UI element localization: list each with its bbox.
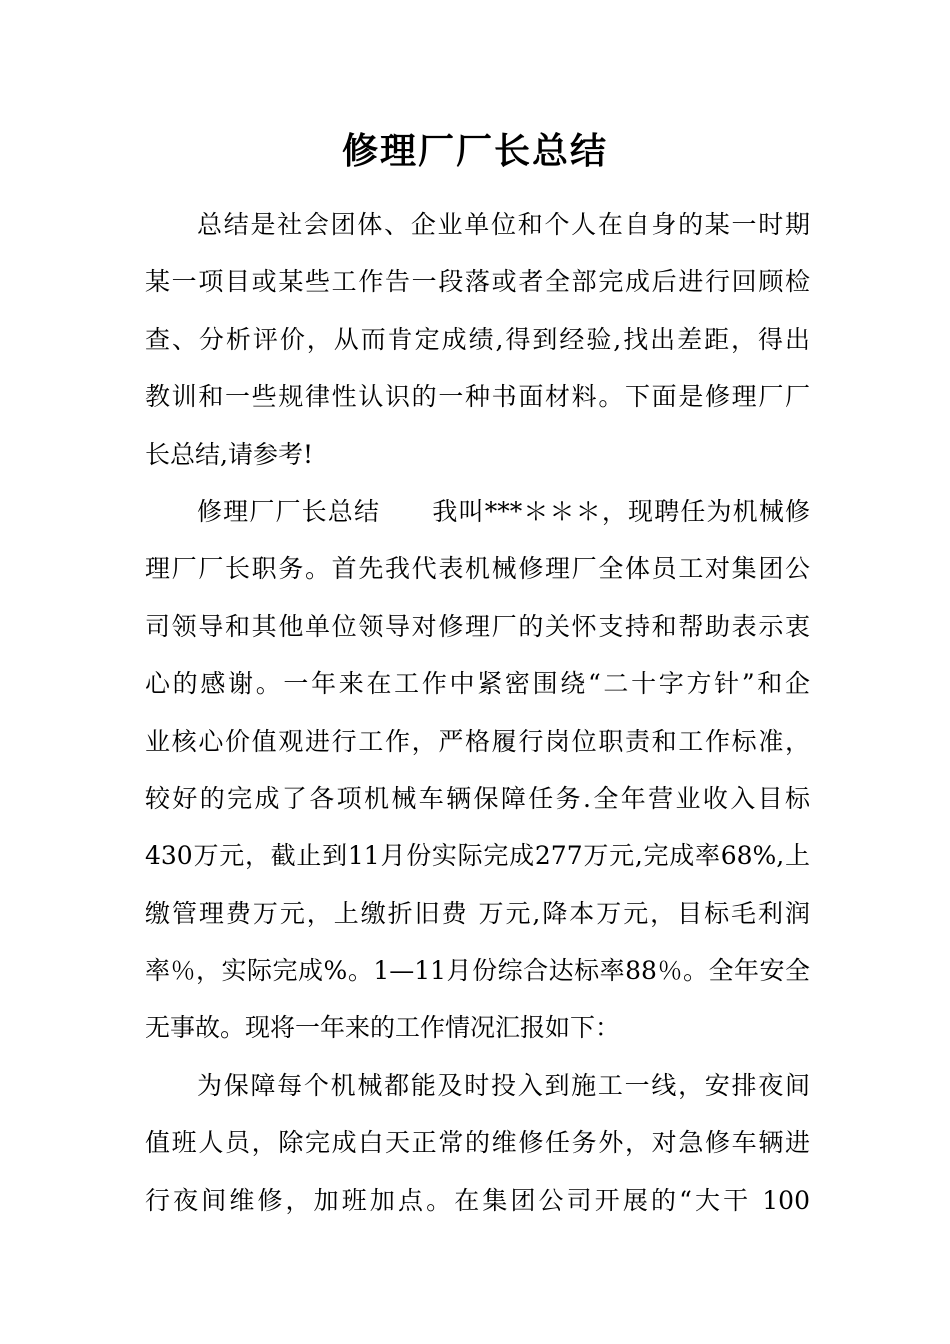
text-line: 理厂厂长职务。首先我代表机械修理厂全体员工对集团公: [145, 554, 810, 584]
text-line: 教训和一些规律性认识的一种书面材料。下面是修理厂厂: [145, 382, 810, 412]
text-line: 业核心价值观进行工作，严格履行岗位职责和工作标准，: [145, 726, 810, 756]
text-line: 查、分析评价，从而肯定成绩,得到经验,找出差距，得出: [145, 324, 810, 354]
text-line: 430万元，截止到11月份实际完成277万元,完成率68%,上: [145, 841, 810, 871]
text-line: 缴管理费万元，上缴折旧费 万元,降本万元，目标毛利润: [145, 898, 810, 928]
text-line: 心的感谢。一年来在工作中紧密围绕“二十字方针”和企: [145, 669, 810, 699]
text-line: 为保障每个机械都能及时投入到施工一线，安排夜间: [197, 1070, 810, 1100]
text-line: 总结是社会团体、企业单位和个人在自身的某一时期: [197, 210, 810, 239]
document-title: 修理厂厂长总结: [341, 131, 608, 172]
text-line: 某一项目或某些工作告一段落或者全部完成后进行回顾检: [145, 267, 810, 297]
text-line: 值班人员，除完成白天正常的维修任务外，对急修车辆进: [145, 1128, 810, 1158]
document-body: [145, 196, 810, 1229]
text-line: 率％，实际完成%。1—11月份综合达标率88％。全年安全: [145, 956, 810, 986]
text-line: 修理厂厂长总结 我叫***＊＊＊，现聘任为机械修: [197, 496, 810, 526]
text-line: 较好的完成了各项机械车辆保障任务.全年营业收入目标: [145, 783, 810, 813]
text-line: 长总结,请参考!: [145, 439, 313, 469]
text-line: 无事故。现将一年来的工作情况汇报如下：: [145, 1013, 621, 1043]
text-line: 司领导和其他单位领导对修理厂的关怀支持和帮助表示衷: [145, 611, 810, 641]
text-line: 行夜间维修，加班加点。在集团公司开展的“大干 100: [145, 1185, 810, 1215]
